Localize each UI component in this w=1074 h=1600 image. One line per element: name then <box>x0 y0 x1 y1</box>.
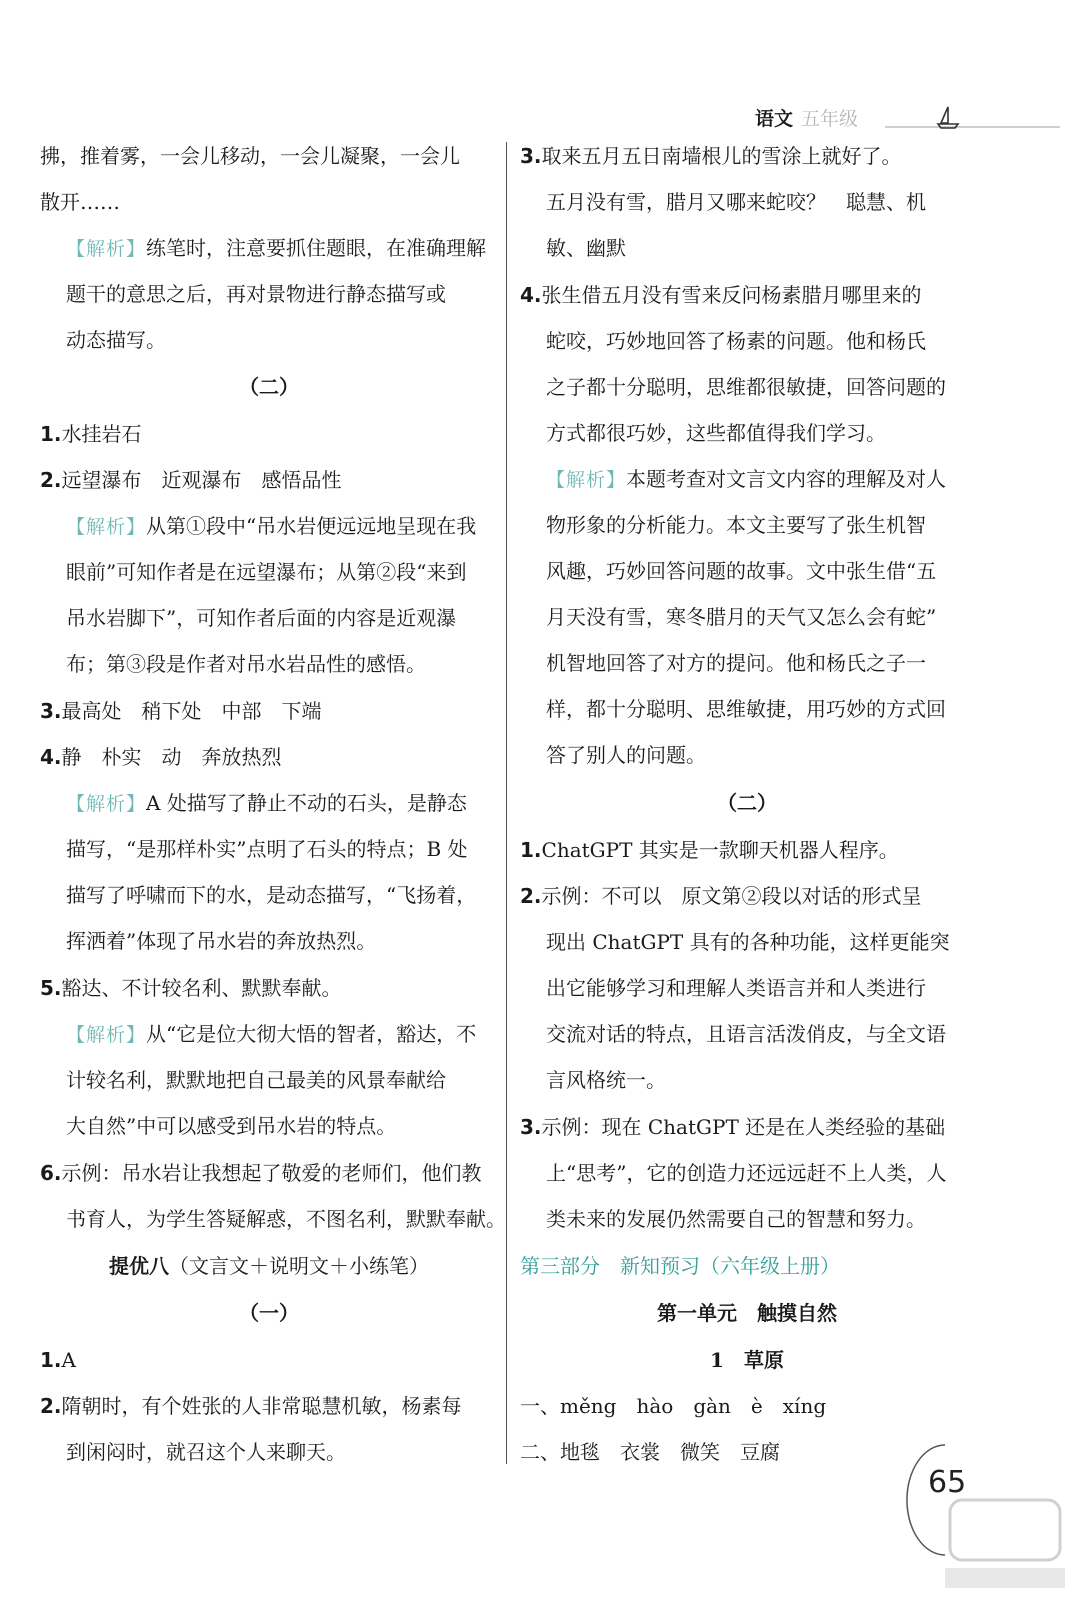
answer-line: 现出 ChatGPT 具有的各种功能，这样更能突 <box>546 930 950 954</box>
analysis-line: 眼前”可知作者是在远望瀑布；从第②段“来到 <box>66 560 467 584</box>
answer-item: 4.静 朴实 动 奔放热烈 <box>40 745 282 769</box>
analysis-line: 【解析】A 处描写了静止不动的石头，是静态 <box>66 789 467 818</box>
analysis-line: 【解析】从“它是位大彻大悟的智者，豁达，不 <box>66 1020 476 1049</box>
analysis-line: 机智地回答了对方的提问。他和杨氏之子一 <box>546 651 926 675</box>
answer-line: 书育人，为学生答疑解惑，不图名利，默默奉献。 <box>66 1207 506 1231</box>
answer-item: 1.A <box>40 1348 76 1372</box>
lesson-heading: 1 草原 <box>710 1348 784 1372</box>
answer-line: 交流对话的特点，且语言活泼俏皮，与全文语 <box>546 1022 946 1046</box>
answer-item: 2.隋朝时，有个姓张的人非常聪慧机敏，杨素每 <box>40 1394 462 1418</box>
analysis-line: 大自然”中可以感受到吊水岩的特点。 <box>66 1114 397 1138</box>
sailboat-icon <box>935 104 961 130</box>
analysis-tag: 【解析】 <box>66 238 147 260</box>
analysis-line: 吊水岩脚下”，可知作者后面的内容是近观瀑 <box>66 606 457 630</box>
answer-line: 方式都很巧妙，这些都值得我们学习。 <box>546 421 886 445</box>
analysis-line: 题干的意思之后，再对景物进行静态描写或 <box>66 282 446 306</box>
analysis-line: 动态描写。 <box>66 328 166 352</box>
analysis-line: 布；第③段是作者对吊水岩品性的感悟。 <box>66 652 426 676</box>
analysis-tag: 【解析】 <box>66 793 147 815</box>
answer-line: 类未来的发展仍然需要自己的智慧和努力。 <box>546 1207 926 1231</box>
answer-item: 3.示例：现在 ChatGPT 还是在人类经验的基础 <box>520 1115 946 1139</box>
answer-line: 上“思考”，它的创造力还远远赶不上人类，人 <box>546 1161 947 1185</box>
analysis-tag: 【解析】 <box>546 469 627 491</box>
answer-line: 五月没有雪，腊月又哪来蛇咬？ 聪慧、机 <box>546 190 926 214</box>
answer-item: 1.ChatGPT 其实是一款聊天机器人程序。 <box>520 838 899 862</box>
analysis-line: 挥洒着”体现了吊水岩的奔放热烈。 <box>66 929 377 953</box>
answer-line: 到闲闷时，就召这个人来聊天。 <box>66 1440 346 1464</box>
answer-item: 2.远望瀑布 近观瀑布 感悟品性 <box>40 468 342 492</box>
analysis-line: 月天没有雪，寒冬腊月的天气又怎么会有蛇” <box>546 605 937 629</box>
analysis-line: 描写了呼啸而下的水，是动态描写，“飞扬着， <box>66 883 477 907</box>
section-heading: （一） <box>239 1301 299 1325</box>
answer-line: 敏、幽默 <box>546 236 626 260</box>
answer-item: 5.豁达、不计较名利、默默奉献。 <box>40 976 342 1000</box>
answer-line: 蛇咬，巧妙地回答了杨素的问题。他和杨氏 <box>546 329 926 353</box>
analysis-tag: 【解析】 <box>66 1024 147 1046</box>
answer-item: 6.示例：吊水岩让我想起了敬爱的老师们，他们教 <box>40 1161 482 1185</box>
section-heading: （二） <box>717 791 777 815</box>
header-subject: 语文 <box>755 108 794 130</box>
answer-item: 一、měng hào gàn è xíng <box>520 1394 827 1418</box>
answer-item: 2.示例：不可以 原文第②段以对话的形式呈 <box>520 884 922 908</box>
analysis-tag: 【解析】 <box>66 516 147 538</box>
page-number: 65 <box>928 1465 967 1500</box>
analysis-line: 风趣，巧妙回答问题的故事。文中张生借“五 <box>546 559 937 583</box>
analysis-line: 样，都十分聪明、思维敏捷，用巧妙的方式回 <box>546 697 946 721</box>
page-header <box>755 104 1074 134</box>
analysis-line: 答了别人的问题。 <box>546 743 706 767</box>
answer-item: 1.水挂岩石 <box>40 422 142 446</box>
answer-line: 言风格统一。 <box>546 1068 666 1092</box>
analysis-line: 【解析】本题考查对文言文内容的理解及对人 <box>546 465 946 494</box>
unit-heading: 第一单元 触摸自然 <box>657 1301 837 1325</box>
analysis-line: 描写，“是那样朴实”点明了石头的特点；B 处 <box>66 837 468 861</box>
answer-item: 二、地毯 衣裳 微笑 豆腐 <box>520 1440 780 1464</box>
watermark-logo <box>940 1490 1070 1595</box>
analysis-line: 【解析】从第①段中“吊水岩便远远地呈现在我 <box>66 512 476 541</box>
text-line: 拂，推着雾，一会儿移动，一会儿凝聚，一会儿 <box>40 144 460 168</box>
column-divider <box>506 142 507 1464</box>
answer-line: 之子都十分聪明，思维都很敏捷，回答问题的 <box>546 375 946 399</box>
answer-item: 3.最高处 稍下处 中部 下端 <box>40 699 322 723</box>
text-line: 散开…… <box>40 190 120 214</box>
answer-item: 3.取来五月五日南墙根儿的雪涂上就好了。 <box>520 144 902 168</box>
analysis-line: 【解析】练笔时，注意要抓住题眼，在准确理解 <box>66 234 486 263</box>
header-grade: 五年级 <box>801 108 859 130</box>
section-heading: 提优八（文言文＋说明文＋小练笔） <box>109 1254 429 1278</box>
answer-line: 出它能够学习和理解人类语言并和人类进行 <box>546 976 926 1000</box>
answer-item: 4.张生借五月没有雪来反问杨素腊月哪里来的 <box>520 283 922 307</box>
header-rule <box>885 126 1060 128</box>
analysis-line: 物形象的分析能力。本文主要写了张生机智 <box>546 513 926 537</box>
part-heading: 第三部分 新知预习（六年级上册） <box>520 1254 840 1278</box>
analysis-line: 计较名利，默默地把自己最美的风景奉献给 <box>66 1068 446 1092</box>
section-heading: （二） <box>239 375 299 399</box>
